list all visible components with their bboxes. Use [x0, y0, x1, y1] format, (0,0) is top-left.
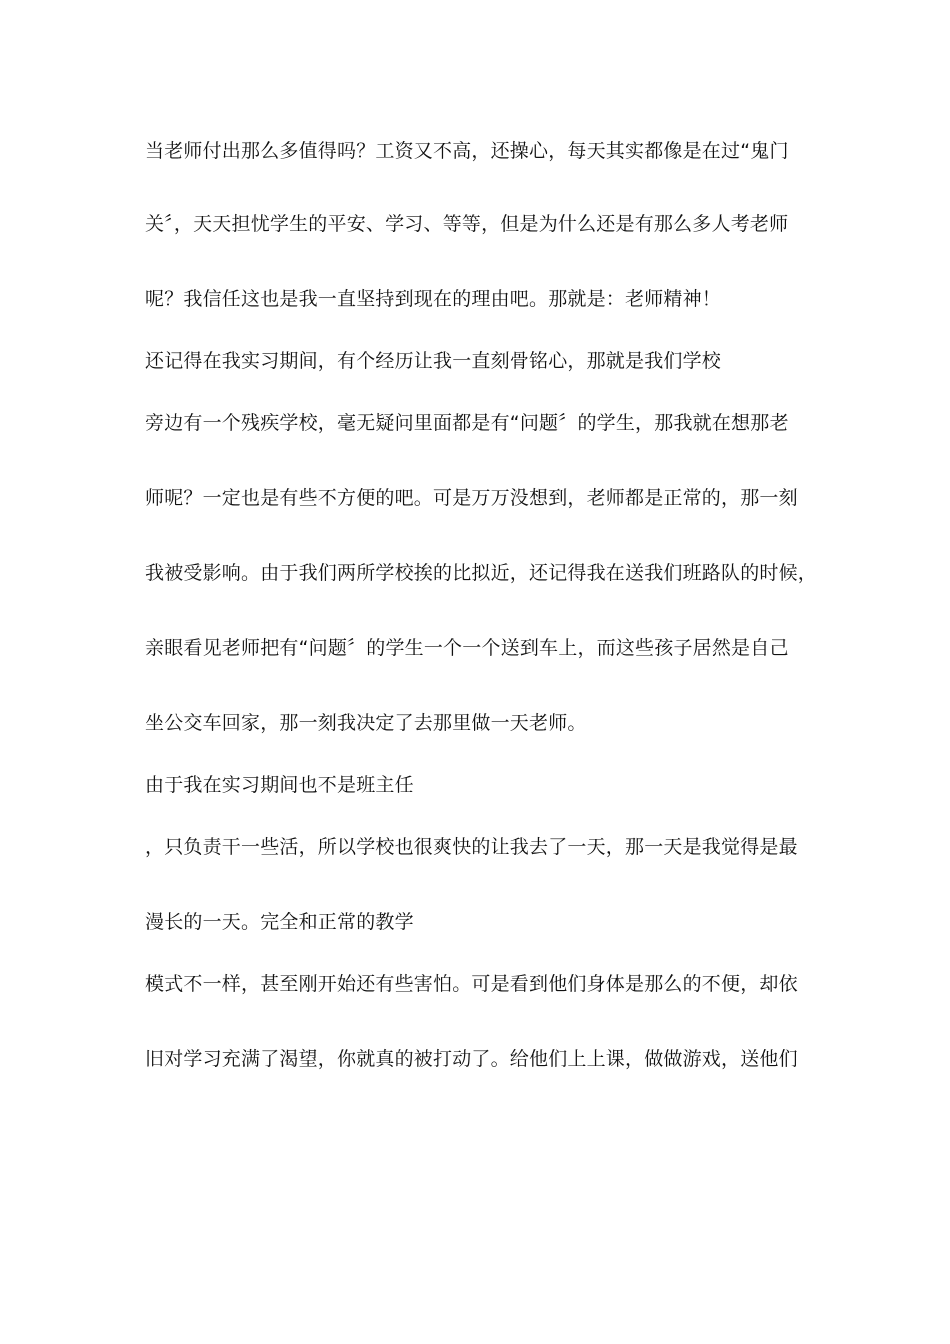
text-line: 亲眼看见老师把有“问题〞的学生一个一个送到车上，而这些孩子居然是自己 [145, 637, 789, 659]
text-line: ，只负责干一些活，所以学校也很爽快的让我去了一天，那一天是我觉得是最 [145, 836, 798, 858]
text-line: 关〞，天天担忧学生的平安、学习、等等，但是为什么还是有那么多人考老师 [145, 213, 789, 235]
text-line: 坐公交车回家，那一刻我决定了去那里做一天老师。 [145, 712, 587, 734]
text-line: 呢？我信任这也是我一直坚持到现在的理由吧。那就是：老师精神！ [145, 288, 722, 310]
text-line: 旧对学习充满了渴望，你就真的被打动了。给他们上上课，做做游戏，送他们 [145, 1048, 798, 1070]
text-line: 模式不一样，甚至刚开始还有些害怕。可是看到他们身体是那么的不便，却依 [145, 973, 798, 995]
text-line: 漫长的一天。完全和正常的教学 [145, 911, 414, 933]
text-line: 我被受影响。由于我们两所学校挨的比拟近，还记得我在送我们班路队的时候， [145, 562, 818, 584]
text-line: 由于我在实习期间也不是班主任 [145, 774, 414, 796]
text-line: 还记得在我实习期间，有个经历让我一直刻骨铭心，那就是我们学校 [145, 350, 722, 372]
text-line: 旁边有一个残疾学校，毫无疑问里面都是有“问题〞的学生，那我就在想那老 [145, 412, 789, 434]
text-line: 当老师付出那么多值得吗？工资又不高，还操心，每天其实都像是在过“鬼门 [145, 140, 789, 162]
text-line: 师呢？一定也是有些不方便的吧。可是万万没想到，老师都是正常的，那一刻 [145, 487, 798, 509]
